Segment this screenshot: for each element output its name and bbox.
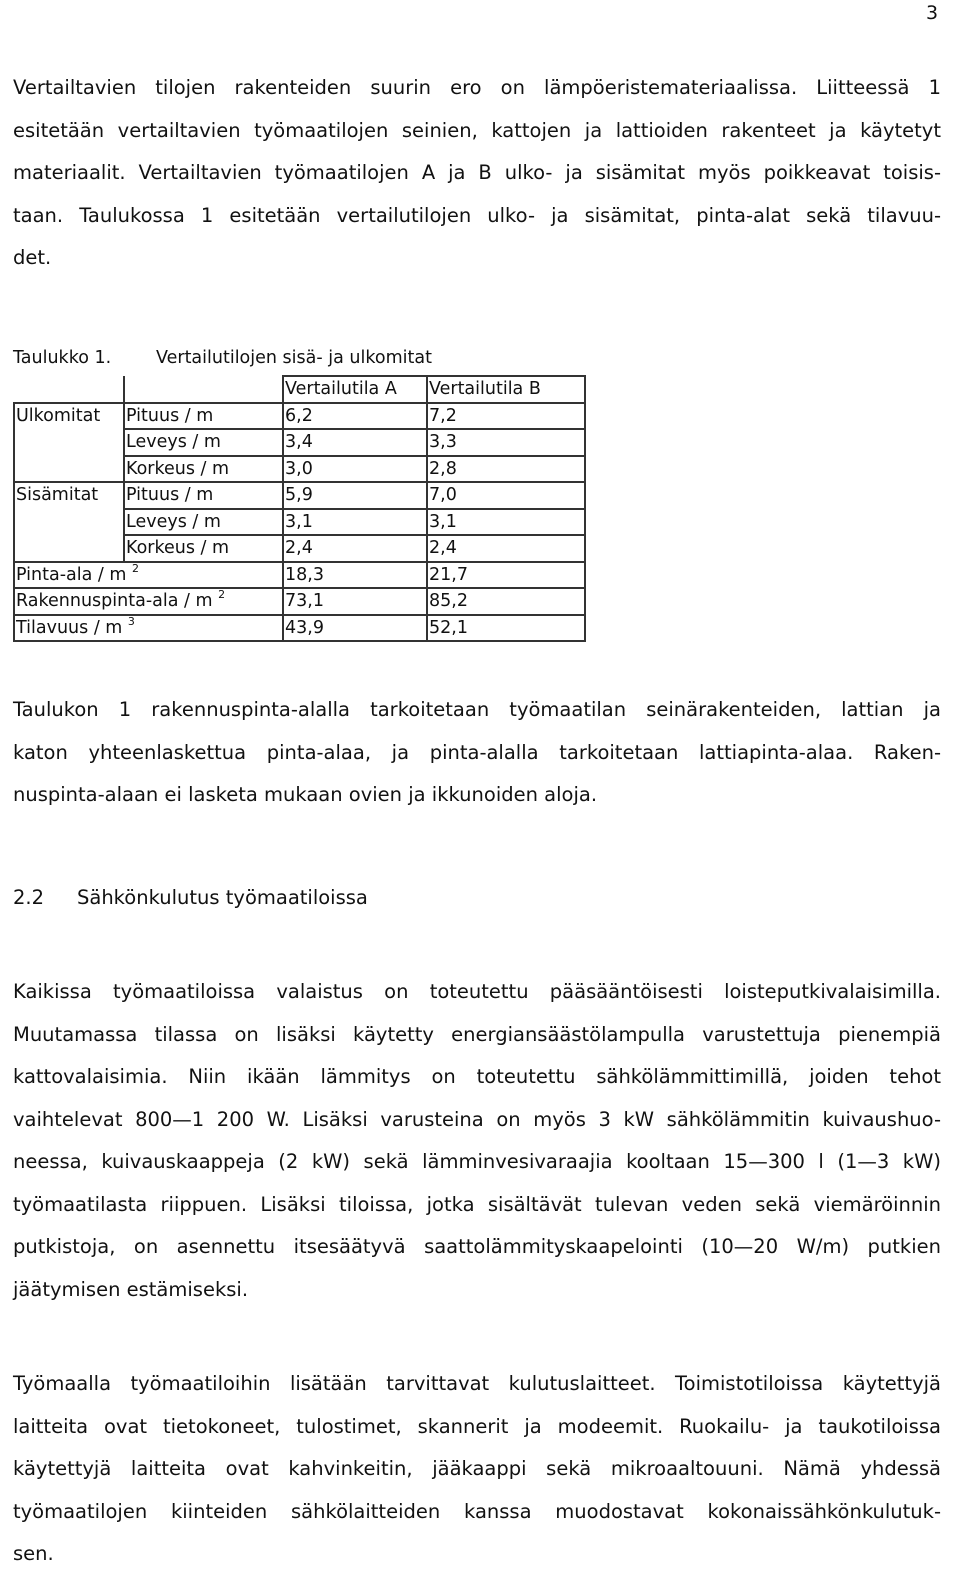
paragraph-line: kattovalaisimia. Niin ikään lämmitys on toteutettu sähkölämmittimillä, joiden tehot <box>13 1065 941 1088</box>
intro-paragraph <box>13 67 941 280</box>
unit-exponent: 3 <box>127 614 135 628</box>
table-caption <box>13 348 432 368</box>
group-spacer <box>14 429 124 456</box>
lighting-heating-paragraph <box>13 971 941 1311</box>
table-row <box>14 429 585 456</box>
unit-exponent: 2 <box>218 588 226 601</box>
table-caption-label: Taulukko 1. <box>13 348 112 368</box>
section-number: 2.2 <box>13 886 45 909</box>
header-cell <box>14 376 124 403</box>
table-row <box>14 562 585 589</box>
paragraph-line: nuspinta-alaan ei lasketa mukaan ovien ja ikkunoiden aloja. <box>13 783 598 806</box>
total-label <box>14 615 283 642</box>
total-label-text: Pinta-ala / m <box>16 564 127 585</box>
paragraph-line: Taulukon 1 rakennuspinta-alalla tarkoitetaan työmaatilan seinärakenteiden, lattian ja <box>13 698 941 721</box>
value-a: 18,3 <box>283 562 427 589</box>
value-b: 85,2 <box>427 588 585 615</box>
value-a: 3,4 <box>283 429 427 456</box>
paragraph-line: käytettyjä laitteita ovat kahvinkeitin, jääkaappi sekä mikroaaltouuni. Nämä yhdessä <box>13 1457 941 1480</box>
row-label: Korkeus / m <box>124 535 283 562</box>
table-header-row <box>14 376 585 403</box>
appliances-paragraph <box>13 1363 941 1576</box>
total-label <box>14 588 283 615</box>
table-row <box>14 615 585 642</box>
total-label-text: Rakennuspinta-ala / m <box>16 591 213 611</box>
row-label: Leveys / m <box>124 509 283 536</box>
paragraph-line: laitteita ovat tietokoneet, tulostimet, skannerit ja modeemit. Ruokailu- ja taukotiloissa <box>13 1414 941 1438</box>
paragraph-line: Työmaalla työmaatiloihin lisätään tarvittavat kulutuslaitteet. Toimistotiloissa käytettyjä <box>13 1372 941 1395</box>
value-b: 2,8 <box>427 456 585 483</box>
table-row <box>14 403 585 430</box>
paragraph-line: vaihtelevat 800—1 200 W. Lisäksi varusteina on myös 3 kW sähkölämmitin kuivaushuo- <box>13 1107 941 1131</box>
row-label: Pituus / m <box>124 482 283 509</box>
value-a: 3,0 <box>283 456 427 483</box>
paragraph-line: esitetään vertailtavien työmaatilojen seinien, kattojen ja lattioiden rakenteet ja käytetyt <box>13 118 941 142</box>
paragraph-line: työmaatilojen kiinteiden sähkölaitteiden kanssa muodostavat kokonaissähkönkulutuk- <box>13 1499 941 1523</box>
unit-exponent: 2 <box>131 561 139 575</box>
paragraph-line: katon yhteenlaskettua pinta-alaa, ja pinta-alalla tarkoitetaan lattiapinta-alaa. Raken- <box>13 740 941 764</box>
header-cell-b: Vertailutila B <box>427 376 585 403</box>
value-b: 21,7 <box>427 562 585 589</box>
table-row <box>14 588 585 615</box>
paragraph-line: jäätymisen estämiseksi. <box>13 1277 249 1301</box>
value-a: 6,2 <box>283 403 427 430</box>
row-label: Korkeus / m <box>124 456 283 483</box>
paragraph-line: det. <box>13 246 52 269</box>
group-label: Sisämitat <box>14 482 124 509</box>
section-title: Sähkönkulutus työmaatiloissa <box>77 886 368 909</box>
paragraph-line: sen. <box>13 1542 54 1565</box>
table-explanation-paragraph <box>13 689 941 817</box>
value-b: 7,0 <box>427 482 585 509</box>
paragraph-line: työmaatilasta riippuen. Lisäksi tiloissa, jotka sisältävät tulevan veden sekä viemäröinnin <box>13 1192 941 1216</box>
total-label <box>14 562 283 589</box>
paragraph-line: Kaikissa työmaatiloissa valaistus on toteutettu pääsääntöisesti loisteputkivalaisimilla. <box>13 980 941 1003</box>
table-caption-text: Vertailutilojen sisä- ja ulkomitat <box>156 348 432 368</box>
row-label: Leveys / m <box>124 429 283 456</box>
value-b: 7,2 <box>427 403 585 430</box>
paragraph-line: Vertailtavien tilojen rakenteiden suurin ero on lämpöeristemateriaalissa. Liitteessä 1 <box>13 76 941 99</box>
paragraph-line: materiaalit. Vertailtavien työmaatilojen A ja B ulko- ja sisämitat myös poikkeavat toisis- <box>13 161 941 184</box>
table-row <box>14 509 585 536</box>
group-spacer <box>14 535 124 562</box>
value-b: 52,1 <box>427 615 585 642</box>
group-spacer <box>14 509 124 536</box>
value-b: 3,1 <box>427 509 585 536</box>
group-spacer <box>14 456 124 483</box>
header-cell <box>124 376 283 403</box>
value-a: 2,4 <box>283 535 427 562</box>
page-number: 3 <box>926 2 939 24</box>
table-row <box>14 482 585 509</box>
paragraph-line: neessa, kuivauskaappeja (2 kW) sekä lämminvesivaraajia kooltaan 15—300 l (1—3 kW) <box>13 1150 941 1173</box>
dimensions-table <box>13 375 586 642</box>
value-b: 3,3 <box>427 429 585 456</box>
table-row <box>14 456 585 483</box>
group-label: Ulkomitat <box>14 403 124 430</box>
value-a: 5,9 <box>283 482 427 509</box>
section-heading <box>13 886 368 909</box>
value-b: 2,4 <box>427 535 585 562</box>
table-row <box>14 535 585 562</box>
value-a: 43,9 <box>283 615 427 642</box>
value-a: 3,1 <box>283 509 427 536</box>
header-cell-a: Vertailutila A <box>283 376 427 403</box>
row-label: Pituus / m <box>124 403 283 430</box>
paragraph-line: putkistoja, on asennettu itsesäätyvä saattolämmityskaapelointi (10—20 W/m) putkien <box>13 1235 941 1258</box>
paragraph-line: taan. Taulukossa 1 esitetään vertailutilojen ulko- ja sisämitat, pinta-alat sekä tilavuu- <box>13 203 941 227</box>
value-a: 73,1 <box>283 588 427 615</box>
paragraph-line: Muutamassa tilassa on lisäksi käytetty energiansäästölampulla varustettuja pienempiä <box>13 1022 941 1046</box>
total-label-text: Tilavuus / m <box>16 617 123 638</box>
